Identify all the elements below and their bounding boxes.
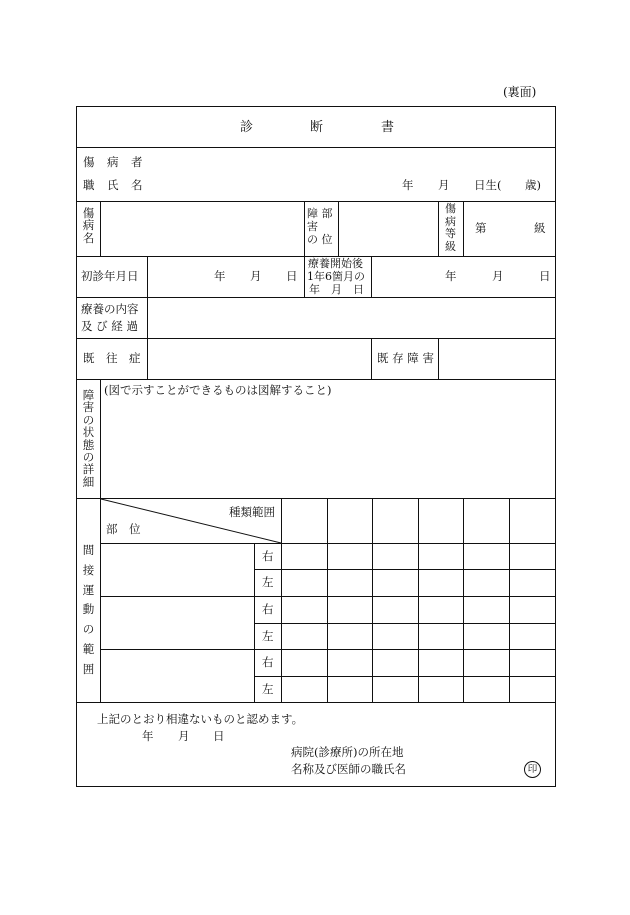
patient-label-char: 職	[83, 178, 95, 192]
after-treatment-month: 月	[492, 269, 504, 283]
side-right: 右	[262, 602, 274, 616]
patient-label-char: 氏	[107, 178, 119, 192]
disability-site-label-3: の 位	[307, 233, 333, 246]
first-visit-year: 年	[214, 269, 226, 283]
doctor-name-label: 名称及び医師の職氏名	[291, 762, 406, 776]
after-treatment-label-3: 年 月 日	[309, 283, 364, 296]
after-treatment-year: 年	[445, 269, 457, 283]
grade-label: 傷 病 等 級	[445, 202, 456, 253]
type-range-header: 種類範囲	[229, 505, 275, 519]
cert-month: 月	[178, 729, 190, 743]
after-treatment-label-1: 療養開始後	[308, 257, 363, 270]
after-treatment-label-2: 1年6箇月の	[307, 270, 365, 283]
side-left: 左	[262, 629, 274, 643]
patient-label-char: 病	[107, 155, 119, 169]
birth-day-label: 日生(	[474, 178, 502, 192]
cert-year: 年	[142, 729, 154, 743]
first-visit-month: 月	[250, 269, 262, 283]
title-char: 断	[310, 120, 324, 135]
site-header: 部 位	[106, 522, 141, 536]
disability-detail-note: (図で示すことができるものは図解すること)	[104, 383, 332, 397]
certification-statement: 上記のとおり相違ないものと認めます。	[97, 712, 304, 726]
hospital-location-label: 病院(診療所)の所在地	[291, 745, 404, 759]
after-treatment-day: 日	[539, 269, 551, 283]
side-left: 左	[262, 682, 274, 696]
treatment-content-label-1: 療養の内容	[81, 302, 139, 316]
birth-month-label: 月	[438, 178, 450, 192]
side-left: 左	[262, 575, 274, 589]
patient-label-char: 者	[131, 155, 143, 169]
reverse-side-label: (裏面)	[503, 85, 537, 99]
birth-year-label: 年	[402, 178, 414, 192]
treatment-content-label-2: 及 び 経 過	[81, 319, 138, 333]
past-history-label: 既 往 症	[83, 351, 141, 365]
injury-name-label: 傷 病 名	[82, 206, 95, 245]
grade-suffix: 級	[534, 221, 546, 235]
disability-site-label-1: 障 部	[307, 207, 333, 220]
patient-label-char: 傷	[83, 155, 95, 169]
disability-site-label-2: 害	[307, 220, 318, 233]
patient-label-char: 名	[131, 178, 143, 192]
cert-day: 日	[213, 729, 225, 743]
title-char: 診	[240, 120, 254, 135]
first-visit-label: 初診年月日	[81, 269, 139, 283]
existing-disability-label: 既 存 障 害	[377, 351, 434, 365]
side-right: 右	[262, 655, 274, 669]
seal-icon: 印	[524, 761, 541, 778]
grade-prefix: 第	[475, 221, 487, 235]
joint-range-label: 間 接 運 動 の 範 囲	[82, 543, 95, 676]
age-label: 歳)	[525, 178, 541, 192]
title-char: 書	[381, 120, 395, 135]
disability-detail-label: 障 害 の 状 態 の 詳 細	[82, 388, 95, 489]
side-right: 右	[262, 549, 274, 563]
first-visit-day: 日	[286, 269, 298, 283]
